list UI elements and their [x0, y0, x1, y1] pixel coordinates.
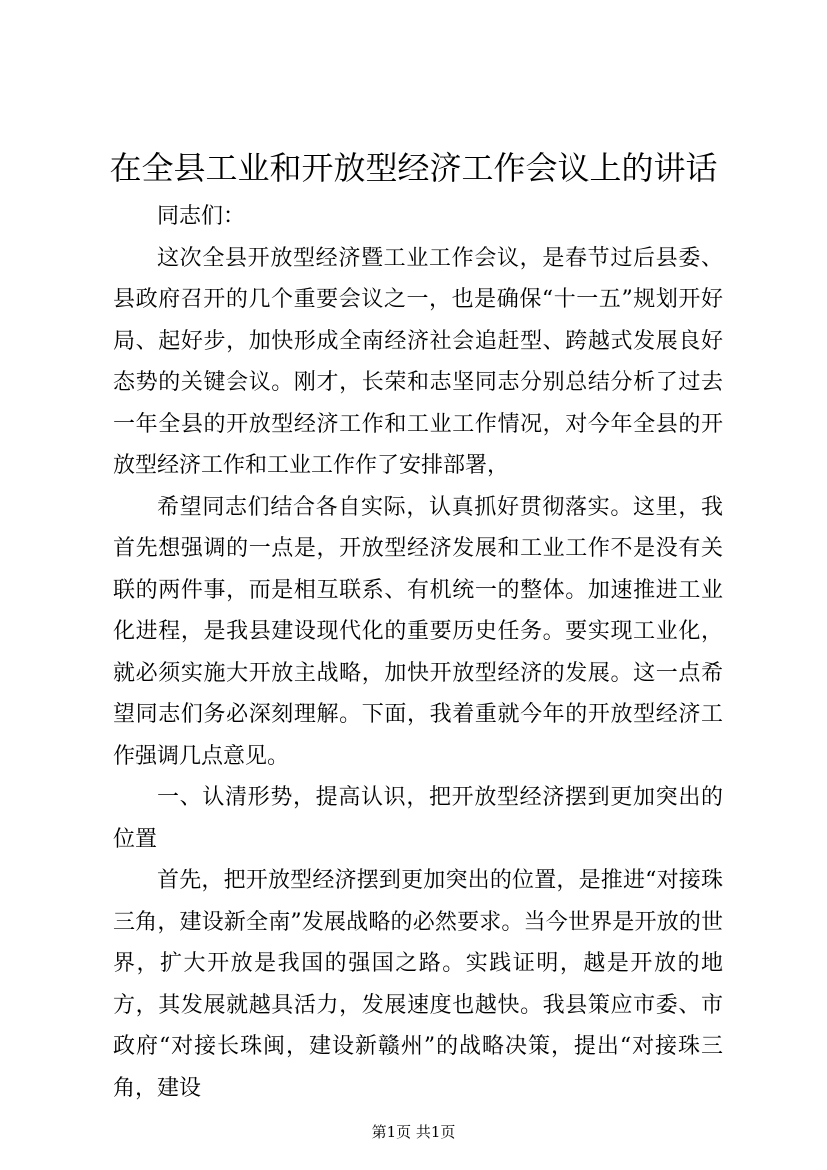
page-footer: 第1页 共1页: [371, 1123, 456, 1141]
paragraph-1: 这次全县开放型经济暨工业工作会议，是春节过后县委、县政府召开的几个重要会议之一，也是确保“十一五”规划开好局、起好步，加快形成全南经济社会追赶型、跨越式发展良好态势的关键会议。刚才，长荣和志坚同志分别总结分析了过去一年全县的开放型经济工作和工业工作情况，对今年全县的开放型经济工作和工业工作作了安排部署，: [113, 245, 723, 478]
paragraph-2: 希望同志们结合各自实际，认真抓好贯彻落实。这里，我首先想强调的一点是，开放型经济发展和工业工作不是没有关联的两件事，而是相互联系、有机统一的整体。加速推进工业化进程，是我县建设现代化的重要历史任务。要实现工业化，就必须实施大开放主战略，加快开放型经济的发展。这一点希望同志们务必深刻理解。下面，我着重就今年的开放型经济工作强调几点意见。: [113, 494, 723, 769]
paragraph-salutation: 同志们：: [157, 204, 246, 229]
document-body: [113, 196, 723, 1109]
section-heading-1: 一、认清形势，提高认识，把开放型经济摆到更加突出的位置: [113, 785, 723, 852]
paragraph-3: 首先，把开放型经济摆到更加突出的位置，是推进“对接珠三角，建设新全南”发展战略的必然要求。当今世界是开放的世界，扩大开放是我国的强国之路。实践证明，越是开放的地方，其发展就越具活力，发展速度也越快。我县策应市委、市政府“对接长珠闽，建设新赣州”的战略决策，提出“对接珠三角，建设: [113, 868, 723, 1101]
document-title: 在全县工业和开放型经济工作会议上的讲话: [109, 149, 718, 187]
